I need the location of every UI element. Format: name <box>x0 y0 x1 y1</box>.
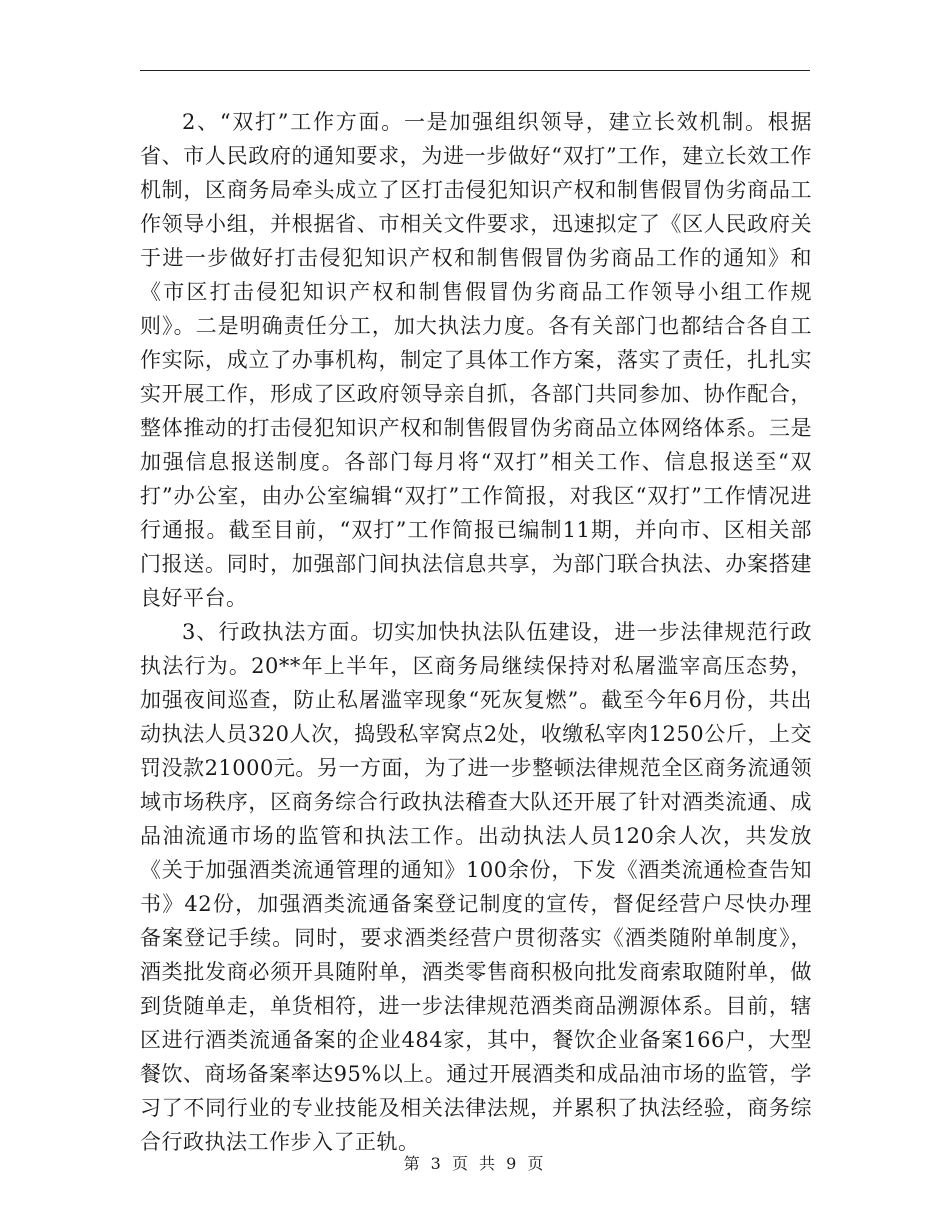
page-number-footer: 第 3 页 共 9 页 <box>403 1154 547 1173</box>
header-rule <box>140 70 810 71</box>
paragraph-dual-crackdown: 2、“双打”工作方面。一是加强组织领导，建立长效机制。根据省、市人民政府的通知要求，为进一步做好“双打”工作，建立长效工作机制，区商务局牵头成立了区打击侵犯知识产权和制售假冒伪劣商品工作领导小组，并根据省、市相关文件要求，迅速拟定了《区人民政府关于进一步做好打击侵犯知识产权和制售假冒伪劣商品工作的通知》和《市区打击侵犯知识产权和制售假冒伪劣商品工作领导小组工作规则》。二是明确责任分工，加大执法力度。各有关部门也都结合各自工作实际，成立了办事机构，制定了具体工作方案，落实了责任，扎扎实实开展工作，形成了区政府领导亲自抓，各部门共同参加、协作配合，整体推动的打击侵犯知识产权和制售假冒伪劣商品立体网络体系。三是加强信息报送制度。各部门每月将“双打”相关工作、信息报送至“双打”办公室，由办公室编辑“双打”工作简报，对我区“双打”工作情况进行通报。截至目前，“双打”工作简报已编制11期，并向市、区相关部门报送。同时，加强部门间执法信息共享，为部门联合执法、办案搭建良好平台。 <box>140 110 812 610</box>
document-body <box>140 105 812 1159</box>
paragraph-administrative-enforcement: 3、行政执法方面。切实加快执法队伍建设，进一步法律规范行政执法行为。20**年上半年，区商务局继续保持对私屠滥宰高压态势，加强夜间巡查，防止私屠滥宰现象“死灰复燃”。截至今年6月份，共出动执法人员320人次，捣毁私宰窝点2处，收缴私宰肉1250公斤，上交罚没款21000元。另一方面，为了进一步整顿法律规范全区商务流通领域市场秩序，区商务综合行政执法稽查大队还开展了针对酒类流通、成品油流通市场的监管和执法工作。出动执法人员120余人次，共发放《关于加强酒类流通管理的通知》100余份，下发《酒类流通检查告知书》42份，加强酒类流通备案登记制度的宣传，督促经营户尽快办理备案登记手续。同时，要求酒类经营户贯彻落实《酒类随附单制度》，酒类批发商必须开具随附单，酒类零售商积极向批发商索取随附单，做到货随单走，单货相符，进一步法律规范酒类商品溯源体系。目前，辖区进行酒类流通备案的企业484家，其中，餐饮企业备案166户，大型餐饮、商场备案率达95%以上。通过开展酒类和成品油市场的监管，学习了不同行业的专业技能及相关法律法规，并累积了执法经验，商务综合行政执法工作步入了正轨。 <box>140 620 812 1154</box>
